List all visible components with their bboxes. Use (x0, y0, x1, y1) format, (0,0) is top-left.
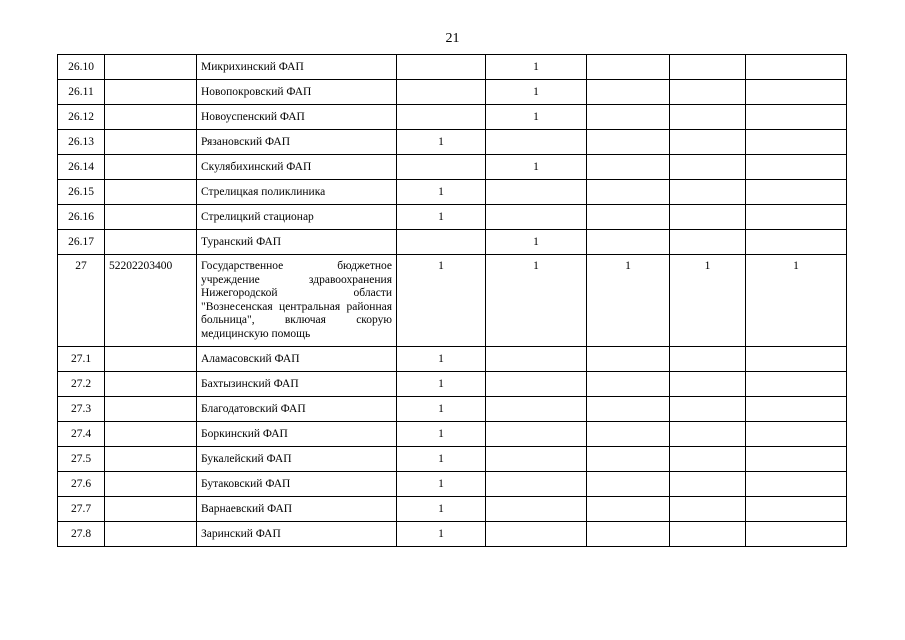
row-value-5 (746, 205, 847, 230)
row-name: Боркинский ФАП (197, 422, 397, 447)
row-name: Аламасовский ФАП (197, 347, 397, 372)
row-value-1: 1 (397, 205, 486, 230)
row-name: Варнаевский ФАП (197, 497, 397, 522)
row-code (105, 230, 197, 255)
row-value-2 (486, 447, 587, 472)
row-value-1 (397, 105, 486, 130)
row-name: Туранский ФАП (197, 230, 397, 255)
table-row (58, 180, 847, 205)
row-value-4 (670, 155, 746, 180)
row-value-5 (746, 155, 847, 180)
row-code (105, 422, 197, 447)
row-name: Букалейский ФАП (197, 447, 397, 472)
row-code (105, 205, 197, 230)
row-value-5 (746, 472, 847, 497)
row-value-4 (670, 497, 746, 522)
row-value-4 (670, 472, 746, 497)
row-value-4 (670, 55, 746, 80)
row-value-5 (746, 130, 847, 155)
row-code (105, 447, 197, 472)
row-code (105, 372, 197, 397)
row-number: 27.1 (58, 347, 105, 372)
row-value-1 (397, 230, 486, 255)
table-row (58, 472, 847, 497)
row-value-5 (746, 80, 847, 105)
table-row (58, 55, 847, 80)
row-value-3 (587, 105, 670, 130)
row-value-5 (746, 522, 847, 547)
table-row (58, 130, 847, 155)
row-value-2 (486, 522, 587, 547)
row-value-2 (486, 130, 587, 155)
table-row (58, 347, 847, 372)
row-value-1: 1 (397, 522, 486, 547)
row-name: Государственное бюджетное учреждение здравоохранения Нижегородской области "Вознесенская центральная районная больница", включая скорую медицинскую помощь (197, 255, 397, 347)
row-name: Заринский ФАП (197, 522, 397, 547)
row-number: 26.17 (58, 230, 105, 255)
row-code (105, 522, 197, 547)
row-value-3 (587, 422, 670, 447)
row-value-2 (486, 205, 587, 230)
row-value-5 (746, 372, 847, 397)
row-value-2 (486, 347, 587, 372)
row-value-5 (746, 347, 847, 372)
row-value-3 (587, 180, 670, 205)
row-name: Новоуспенский ФАП (197, 105, 397, 130)
row-value-5 (746, 447, 847, 472)
row-value-4 (670, 180, 746, 205)
row-value-2: 1 (486, 80, 587, 105)
row-value-3 (587, 472, 670, 497)
row-value-2: 1 (486, 155, 587, 180)
row-value-1: 1 (397, 447, 486, 472)
table-row (58, 105, 847, 130)
row-value-3 (587, 497, 670, 522)
row-value-3 (587, 372, 670, 397)
row-value-2 (486, 180, 587, 205)
row-value-4 (670, 447, 746, 472)
row-number: 27.8 (58, 522, 105, 547)
row-value-3 (587, 522, 670, 547)
table-row (58, 497, 847, 522)
row-value-1: 1 (397, 347, 486, 372)
row-value-3 (587, 230, 670, 255)
row-value-4 (670, 130, 746, 155)
row-name: Стрелицкий стационар (197, 205, 397, 230)
row-value-3 (587, 130, 670, 155)
row-number: 27 (58, 255, 105, 347)
row-value-5 (746, 105, 847, 130)
row-code (105, 180, 197, 205)
row-value-2: 1 (486, 55, 587, 80)
row-value-1 (397, 80, 486, 105)
row-number: 27.2 (58, 372, 105, 397)
row-value-5 (746, 397, 847, 422)
row-value-4 (670, 397, 746, 422)
row-value-2 (486, 372, 587, 397)
row-value-3 (587, 55, 670, 80)
row-value-1 (397, 155, 486, 180)
row-value-4 (670, 347, 746, 372)
row-code (105, 105, 197, 130)
row-value-5: 1 (746, 255, 847, 347)
table-row (58, 372, 847, 397)
row-value-5 (746, 497, 847, 522)
row-number: 26.15 (58, 180, 105, 205)
row-number: 26.13 (58, 130, 105, 155)
row-code: 52202203400 (105, 255, 197, 347)
row-code (105, 397, 197, 422)
row-value-3 (587, 447, 670, 472)
row-name: Бахтызинский ФАП (197, 372, 397, 397)
row-value-4 (670, 522, 746, 547)
table-row (58, 205, 847, 230)
row-number: 26.10 (58, 55, 105, 80)
table-row (58, 80, 847, 105)
row-value-1: 1 (397, 372, 486, 397)
row-value-4 (670, 105, 746, 130)
row-name: Микрихинский ФАП (197, 55, 397, 80)
row-value-1 (397, 55, 486, 80)
row-name: Бутаковский ФАП (197, 472, 397, 497)
table-row (58, 447, 847, 472)
row-number: 27.4 (58, 422, 105, 447)
row-value-2: 1 (486, 255, 587, 347)
row-code (105, 155, 197, 180)
row-name: Благодатовский ФАП (197, 397, 397, 422)
table-row (58, 397, 847, 422)
row-code (105, 472, 197, 497)
row-value-1: 1 (397, 255, 486, 347)
row-value-4 (670, 230, 746, 255)
row-number: 27.3 (58, 397, 105, 422)
row-value-1: 1 (397, 180, 486, 205)
row-value-2: 1 (486, 105, 587, 130)
row-value-2 (486, 472, 587, 497)
row-value-5 (746, 230, 847, 255)
row-value-2: 1 (486, 230, 587, 255)
row-value-3 (587, 397, 670, 422)
row-value-1: 1 (397, 130, 486, 155)
row-value-3 (587, 205, 670, 230)
row-number: 27.5 (58, 447, 105, 472)
row-value-1: 1 (397, 497, 486, 522)
row-value-3 (587, 347, 670, 372)
row-value-2 (486, 422, 587, 447)
row-code (105, 55, 197, 80)
row-number: 27.7 (58, 497, 105, 522)
row-value-4 (670, 80, 746, 105)
row-name: Рязановский ФАП (197, 130, 397, 155)
row-name: Стрелицкая поликлиника (197, 180, 397, 205)
row-code (105, 347, 197, 372)
row-code (105, 130, 197, 155)
row-value-5 (746, 180, 847, 205)
row-number: 27.6 (58, 472, 105, 497)
row-code (105, 80, 197, 105)
row-value-4 (670, 422, 746, 447)
table-row (58, 522, 847, 547)
row-name: Скулябихинский ФАП (197, 155, 397, 180)
row-code (105, 497, 197, 522)
row-number: 26.14 (58, 155, 105, 180)
row-value-1: 1 (397, 422, 486, 447)
row-value-3 (587, 155, 670, 180)
page-number: 21 (445, 31, 460, 46)
row-value-4: 1 (670, 255, 746, 347)
table-row (58, 155, 847, 180)
row-number: 26.11 (58, 80, 105, 105)
row-value-2 (486, 397, 587, 422)
table-row (58, 230, 847, 255)
facilities-table (57, 54, 847, 547)
row-value-4 (670, 372, 746, 397)
row-value-3 (587, 80, 670, 105)
table-row (58, 422, 847, 447)
row-name: Новопокровский ФАП (197, 80, 397, 105)
row-value-3: 1 (587, 255, 670, 347)
row-number: 26.16 (58, 205, 105, 230)
row-value-5 (746, 55, 847, 80)
row-value-2 (486, 497, 587, 522)
row-value-1: 1 (397, 397, 486, 422)
row-number: 26.12 (58, 105, 105, 130)
row-value-1: 1 (397, 472, 486, 497)
row-value-4 (670, 205, 746, 230)
row-value-5 (746, 422, 847, 447)
table-row-institution (58, 255, 847, 347)
